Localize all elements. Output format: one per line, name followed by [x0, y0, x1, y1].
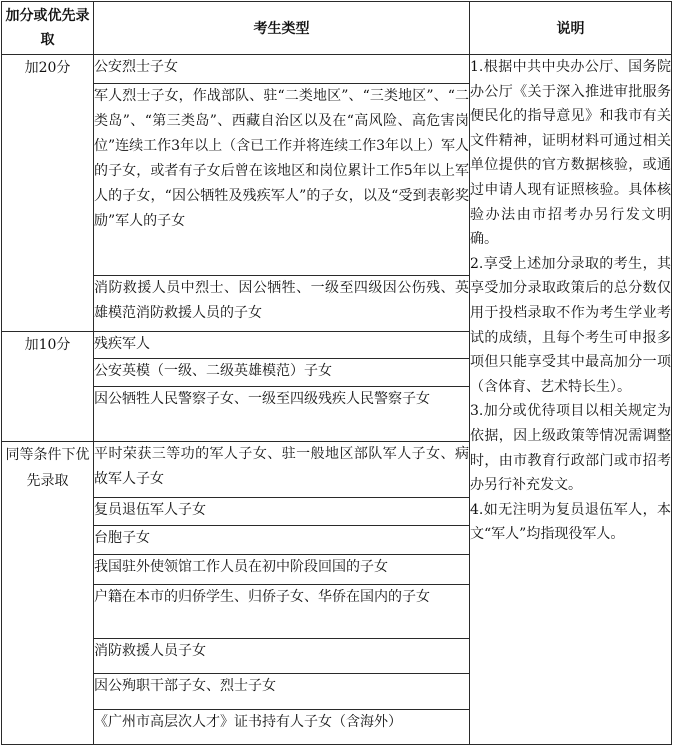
item-cell: 户籍在本市的归侨学生、归侨子女、华侨在国内的子女: [94, 585, 470, 639]
note-1: 1.根据中共中央办公厅、国务院办公厅《关于深入推进审批服务便民化的指导意见》和我市有关文件精神，证明材料可通过相关单位提供的官方数据核验，或通过申请人现有证照核验。具体核验办法由市招考办另行发文明确。: [470, 59, 671, 248]
note-2: 2.享受上述加分录取的考生，其享受加分录取政策后的总分数仅用于投档录取不作为考生学业考试的成绩，且每个考生可申报多项但只能享受其中最高加分一项（含体育、艺术特长生）。: [470, 255, 671, 395]
header-bonus: 加分或优先录取: [2, 2, 94, 55]
header-row: [2, 2, 672, 55]
item-cell: 因公殉职干部子女、烈士子女: [94, 674, 470, 710]
item-cell: 复员退伍军人子女: [94, 498, 470, 526]
header-type: 考生类型: [94, 2, 470, 55]
item-cell: 平时荣获三等功的军人子女、驻一般地区部队军人子女、病故军人子女: [94, 442, 470, 498]
item-cell: 公安英模（一级、二级英雄模范）子女: [94, 359, 470, 387]
item-cell: 台胞子女: [94, 526, 470, 555]
category-priority: 同等条件下优先录取: [2, 442, 94, 745]
item-cell: 我国驻外使领馆工作人员在初中阶段回国的子女: [94, 555, 470, 585]
bonus-policy-table: [1, 1, 672, 745]
item-cell: 《广州市高层次人才》证书持有人子女（含海外）: [94, 710, 470, 745]
item-cell: 因公牺牲人民警察子女、一级至四级残疾人民警察子女: [94, 387, 470, 442]
table-row: [2, 55, 672, 84]
category-plus-20: 加20分: [2, 55, 94, 332]
category-plus-10: 加10分: [2, 332, 94, 442]
notes-cell: [470, 55, 672, 745]
note-4: 4.如无注明为复员退伍军人，本文“军人”均指现役军人。: [470, 501, 671, 543]
item-cell: 军人烈士子女，作战部队、驻“二类地区”、“三类地区”、“二类岛”、“第三类岛”、西藏自治区以及在“高风险、高危害岗位”连续工作3年以上（含已工作并将连续工作3年以上）军人的子女，或者有子女后曾在该地区和岗位累计工作5年以上军人的子女，“因公牺牲及残疾军人”的子女，以及“受到表彰奖励”军人的子女: [94, 84, 470, 276]
item-cell: 消防救援人员中烈士、因公牺牲、一级至四级因公伤残、英雄模范消防救援人员的子女: [94, 276, 470, 332]
item-cell: 消防救援人员子女: [94, 639, 470, 674]
header-note: 说明: [470, 2, 672, 55]
note-3: 3.加分或优待项目以相关规定为依据，因上级政策等情况需调整时，由市教育行政部门或市招考办另行补充发文。: [470, 403, 671, 494]
item-cell: 公安烈士子女: [94, 55, 470, 84]
item-cell: 残疾军人: [94, 332, 470, 359]
